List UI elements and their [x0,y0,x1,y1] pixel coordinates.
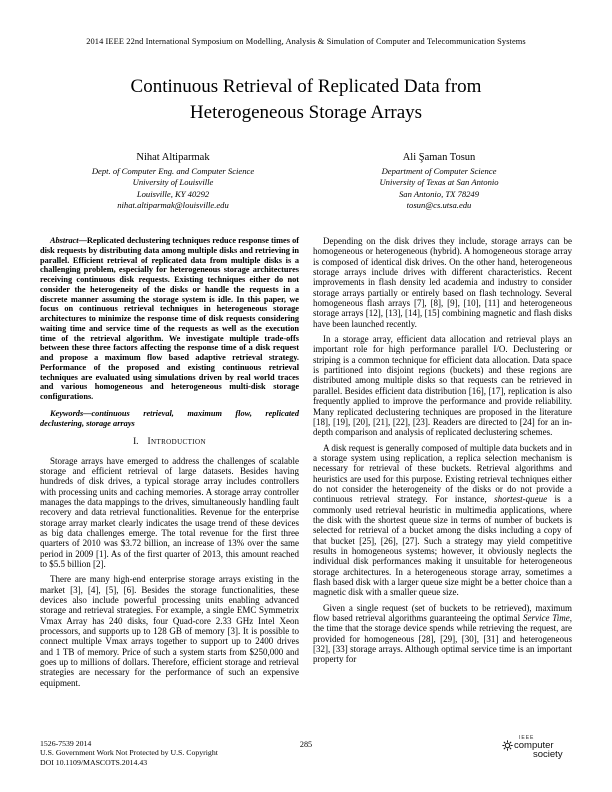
author-university: University of Texas at San Antonio [379,177,499,188]
footer-doi: DOI 10.1109/MASCOTS.2014.43 [40,757,148,767]
right-column [313,236,572,670]
body-paragraph: In a storage array, efficient data allocation and retrieval plays an important role for high performance parallel I/O. Declustering or striping is a common technique for efficient data allocation. Data space is partitioned into disjoint regions (buckets) and these regions are distributed among multiple disks so that requests can be retrieved in parallel. Besides efficient data distribution [16], [17], replication is also frequently applied to improve the performance and provide reliability. Many replicated declustering techniques are proposed in the literature [18], [19], [20], [21], [22], [23]. Readers are directed to [24] for an in-depth comparison and analysis of replicated declustering schemes. [313,334,572,438]
author-email: tosun@cs.utsa.edu [406,200,472,211]
author-name: Ali Şaman Tosun [402,152,476,163]
abstract-paragraph [40,236,299,402]
section-title: Introduction [147,437,206,448]
author-block-2 [306,152,572,212]
author-city: San Antonio, TX 78249 [398,188,480,199]
paper-title-line2: Heterogeneous Storage Arrays [189,102,423,123]
keywords-paragraph [40,409,299,429]
paper-title-line1: Continuous Retrieval of Replicated Data from [130,76,482,97]
author-city: Louisville, KY 40292 [136,188,210,199]
paper-title [50,74,562,126]
author-university: University of Louisville [132,177,214,188]
author-email: nihat.altiparmak@louisville.edu [117,200,229,211]
left-column [40,236,299,693]
logo-computer-text: computer [514,740,554,751]
author-department: Dept. of Computer Eng. and Computer Science [91,166,255,176]
body-paragraph: Storage arrays have emerged to address the challenges of scalable storage and efficient retrieval of large datasets. Besides having hundreds of disk drives, a typical storage array includes controllers with processing units and caching memories. A storage array controller manages the data mappings to the drives, simultaneously handling fault recovery and data retrieval functionalities. Revenue for the enterprise storage array market clearly indicates the usage trend of these devices as big data challenges emerge. The total revenue for the first three quarters of 2010 was $3.72 billion, an increase of 13% over the same period in 2009 [1]. As of the first quarter of 2013, this amount reached to $5.5 billion [2]. [40,455,299,570]
keywords-label: Keywords— [50,408,92,418]
footer-copyright: U.S. Government Work Not Protected by U.S. Copyright [40,748,218,758]
body-paragraph: Depending on the disk drives they include, storage arrays can be homogeneous or heterogeneous (hybrid). A homogeneous storage array is composed of identical disk drives. On the other hand, heterogeneous storage arrays include drives with different characteristics. Recent improvements in flash density led academia and industry to consider storage arrays partially or entirely based on flash technology. Several homogeneous flash arrays [7], [8], [9], [10], [11] and heterogeneous storage arrays [12], [13], [14], [15] combining magnetic and flash disks have been launched recently. [313,236,572,329]
gear-icon [502,740,513,751]
body-paragraph: A disk request is generally composed of multiple data buckets and in a storage system using replication, a replica selection mechanism is necessary for retrieval of these buckets. Retrieval algorithms and heuristics are used for this purpose. Existing retrieval techniques either do not consider the heterogeneity of the disks or do not provide a continuous retrieval strategy. For instance, shortest-queue is a commonly used retrieval heuristic in multimedia applications, where the disk with the shortest queue size in terms of number of buckets is selected for retrieval of a bucket among the disks including a copy of that bucket [25], [26], [27]. Such a strategy may yield competitive results in homogeneous systems; however, it obviously neglects the individual disk performances making it unsuitable for heterogeneous storage architectures. In a heterogeneous storage array, sometimes a flash based disk with a larger queue size might be a better choice than a magnetic disk with a smaller queue size. [313,442,572,598]
abstract [40,236,299,402]
section-heading-introduction [40,437,299,447]
keywords-text: continuous retrieval, maximum flow, replicated declustering, storage arrays [40,408,299,428]
author-department: Department of Computer Science [381,166,497,176]
logo-society-text: society [533,749,563,760]
section-number: I. [133,437,139,448]
body-paragraph: There are many high-end enterprise storage arrays existing in the market [3], [4], [5], [6]. Besides the storage functionalities, these devices also include powerful processing units enabling advanced storage and retrieval strategies. For example, a single EMC Symmetrix Vmax Array has 240 disks, four Quad-core 2.33 GHz Intel Xeon processors, and supports up to 128 GB of memory [3]. It is possible to connect multiple Vmax arrays together to support up to 2400 drives and 1 TB of memory. Price of such a system starts from $250,000 and goes up to millions of dollars. Therefore, efficient storage and retrieval strategies are necessary for the performance of such an expensive equipment. [40,574,299,688]
abstract-label: Abstract— [50,236,87,245]
author-blocks [40,152,572,212]
keywords [40,409,299,429]
author-name: Nihat Altiparmak [136,152,210,163]
ieee-logo-text: IEEE [519,735,535,741]
abstract-text: Replicated declustering techniques reduce response times of disk requests by distributing data among multiple disks and retrieving in parallel. Efficient retrieval of replicated data from multiple disks is a challenging problem, especially for heterogeneous storage architectures receiving continuous disk requests. Existing techniques either do not consider the heterogeneity of the disks or handle the requests in a discrete manner assuming the storage system is idle. In this paper, we focus on continuous retrieval techniques in heterogeneous storage architectures to minimize the response time of disk requests considering waiting time and service time of the requests as well as the execution time of the retrieval algorithm. We investigate multiple trade-offs between these three factors affecting the response time of a disk request and propose a maximum flow based adaptive retrieval strategy. Performance of the proposed and existing continuous retrieval techniques are evaluated using simulations driven by real world traces and various homogeneous and heterogeneous multi-disk storage configurations. [40,236,299,401]
ieee-computer-society-logo [502,735,574,761]
body-paragraph: Given a single request (set of buckets to be retrieved), maximum flow based retrieval algorithms guaranteeing the optimal Service Time, the time that the storage device spends while retrieving the request, are provided for homogeneous [28], [29], [30], [31] and heterogeneous [32], [33] storage arrays. Although optimal service time is an important property for [313,602,572,665]
page-number: 285 [299,740,313,749]
conference-header: 2014 IEEE 22nd International Symposium on Modelling, Analysis & Simulation of Computer and Telecommunication Systems [86,37,526,46]
footer-issn: 1526-7539 2014 [40,739,92,748]
author-block-1 [40,152,306,212]
